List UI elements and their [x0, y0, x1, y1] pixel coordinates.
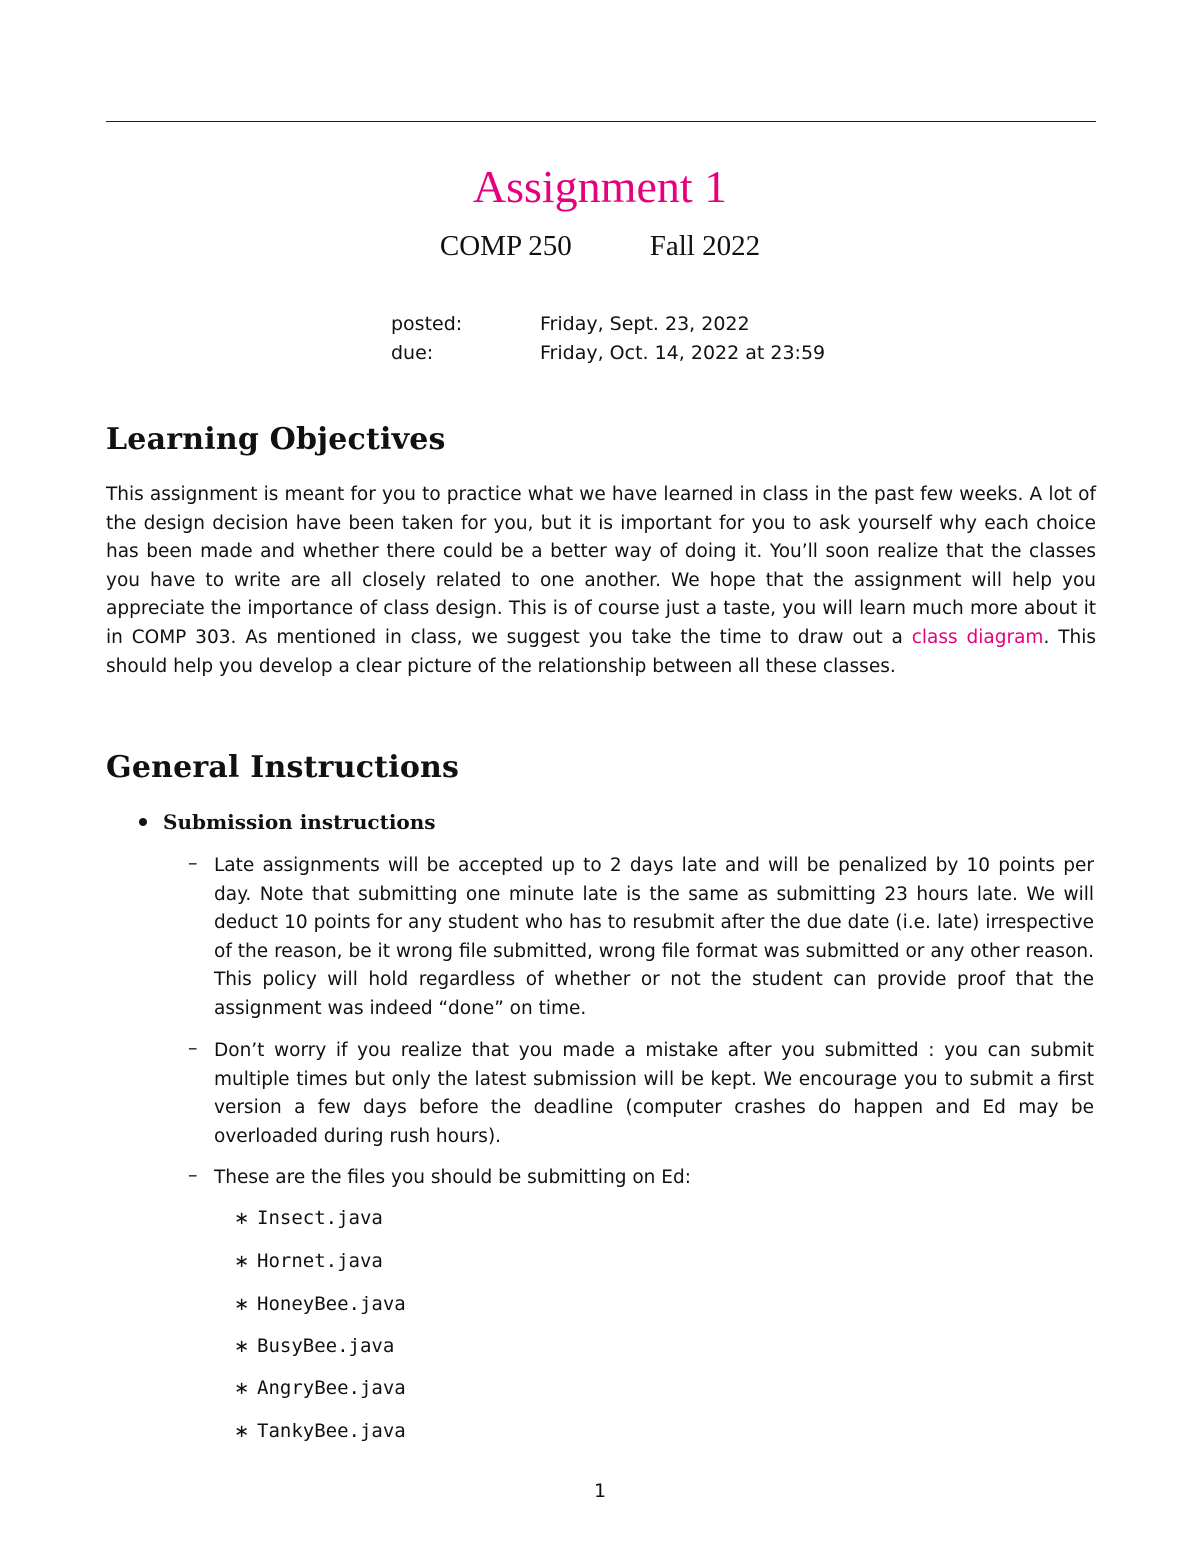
file-item: [234, 1250, 383, 1272]
dash-icon: –: [188, 1037, 198, 1059]
file-name: TankyBee.java: [257, 1420, 406, 1442]
submission-instructions-bullet: [139, 810, 436, 834]
file-item: [234, 1377, 406, 1399]
file-name: BusyBee.java: [257, 1335, 395, 1357]
dash-icon: –: [188, 852, 198, 874]
instruction-item-late: Late assignments will be accepted up to 2 days late and will be penalized by 10 points per day. Note that submitting one minute late is the same as submitting 23 hours late. We will deduct 10 points for any student who has to resubmit after the due date (i.e. late) irrespective of the reason, be it wrong file submitted, wrong file format was submitted or any other reason. This policy will hold regardless of whether or not the student can provide proof that the assignment was indeed “done” on time.: [214, 855, 1094, 1019]
learning-objectives-heading: Learning Objectives: [106, 422, 446, 457]
file-name: AngryBee.java: [257, 1377, 406, 1399]
posted-value: Friday, Sept. 23, 2022: [540, 313, 750, 335]
posted-label: posted:: [391, 313, 463, 335]
file-item: [234, 1335, 394, 1357]
course-code: COMP 250: [439, 230, 572, 262]
file-name: HoneyBee.java: [257, 1293, 406, 1315]
page-title: Assignment 1: [472, 161, 728, 212]
top-rule: [106, 121, 1096, 122]
page-number: 1: [593, 1480, 607, 1502]
class-diagram-link[interactable]: class diagram: [911, 626, 1044, 648]
due-row: [391, 339, 825, 368]
objectives-text-before-link: This assignment is meant for you to practice what we have learned in class in the past few weeks. A lot of the design decision have been taken for you, but it is important for you to ask yourself why each choice has been made and whether there could be a better way of doing it. You’ll soon realize that the classes you have to write are all closely related to one another. We hope that the assignment will help you appreciate the importance of class design. This is of course just a taste, you will learn much more about it in COMP 303. As mentioned in class, we suggest you take the time to draw out a: [106, 484, 1096, 648]
due-value: Friday, Oct. 14, 2022 at 23:59: [540, 342, 826, 364]
asterisk-icon: ∗: [234, 1250, 250, 1272]
submission-instructions-label: Submission instructions: [163, 810, 436, 834]
dash-icon: –: [188, 1164, 198, 1186]
general-instructions-heading: General Instructions: [106, 750, 460, 785]
asterisk-icon: ∗: [234, 1420, 250, 1442]
learning-objectives-paragraph: [106, 481, 1096, 681]
bullet-dot-icon: [139, 818, 147, 826]
file-item: [234, 1207, 383, 1229]
file-name: Insect.java: [257, 1207, 383, 1229]
asterisk-icon: ∗: [234, 1335, 250, 1357]
posted-row: [391, 310, 825, 339]
asterisk-icon: ∗: [234, 1377, 250, 1399]
course-term: Fall 2022: [649, 230, 761, 262]
asterisk-icon: ∗: [234, 1293, 250, 1315]
asterisk-icon: ∗: [234, 1207, 250, 1229]
due-label: due:: [391, 342, 434, 364]
file-item: [234, 1293, 406, 1315]
instruction-item-files: These are the files you should be submitting on Ed:: [214, 1167, 691, 1188]
date-table: [391, 310, 825, 368]
file-name: Hornet.java: [257, 1250, 383, 1272]
objectives-text-after-link: . This should help you develop a clear picture of the relationship between all these classes.: [106, 626, 1096, 677]
course-info: [0, 230, 1200, 263]
instruction-item-resubmit: Don’t worry if you realize that you made a mistake after you submitted : you can submit multiple times but only the latest submission will be kept. We encourage you to submit a first version a few days before the deadline (computer crashes do happen and Ed may be overloaded during rush hours).: [214, 1040, 1094, 1147]
file-item: [234, 1420, 406, 1442]
